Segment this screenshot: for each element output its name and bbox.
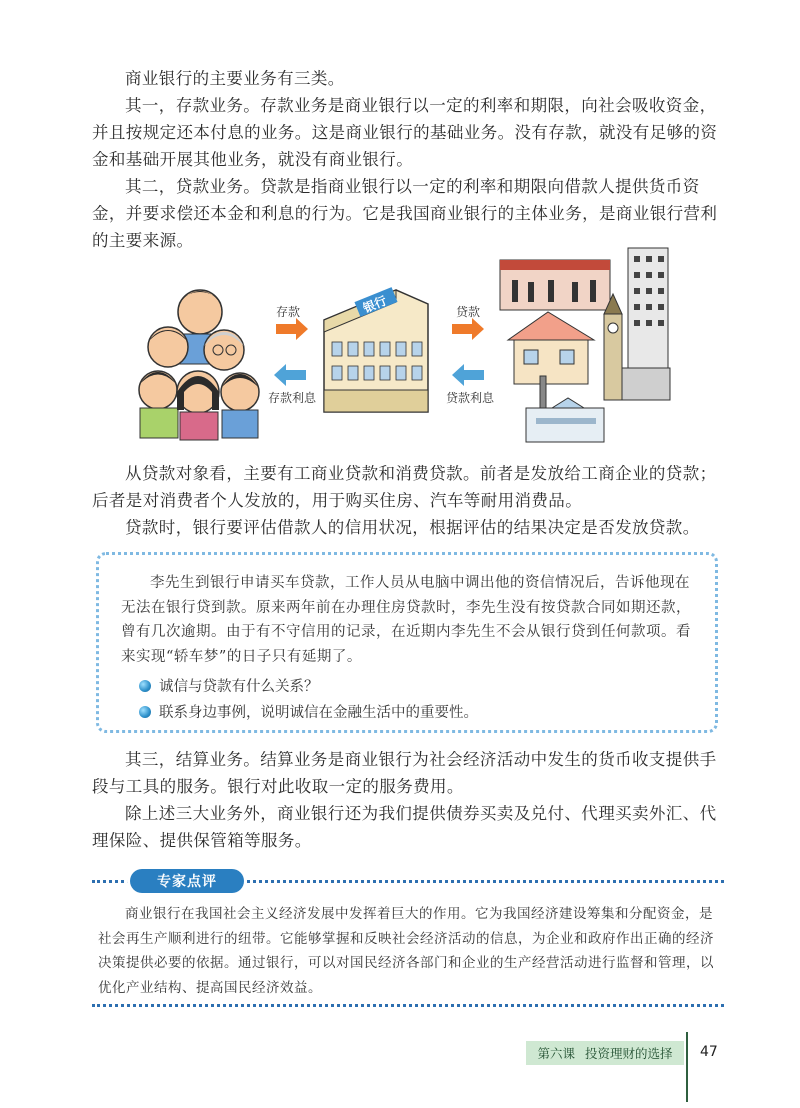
page-number: 47 [700,1044,718,1060]
expert-comment-tag: 专家点评 [130,869,244,893]
loan-label: 贷款 [456,305,481,319]
expert-divider-bottom [92,1004,724,1007]
expert-comment-paragraph: 商业银行在我国社会主义经济发展中发挥着巨大的作用。它为我国经济建设筹集和分配资金，是社会再生产顺利进行的纽带。它能够掌握和反映社会经济活动的信息，为企业和政府作出正确的经济决策提供必要的依据。通过银行，可以对国民经济各部门和企业的生产经营活动进行监督和管理，以优化产业结构、提高国民经济效益。 [98,906,714,996]
expert-comment-text [98,902,724,1000]
question-item [139,675,319,696]
question-text: 诚信与贷款有什么关系？ [159,679,319,695]
lesson-number: 第六课 [537,1046,575,1061]
case-study-paragraph: 李先生到银行申请买车贷款，工作人员从电脑中调出他的资信情况后，告诉他现在无法在银行贷到款。原来两年前在办理住房贷款时，李先生没有按贷款合同如期还款，曾有几次逾期。由于有不守信用的记录，在近期内李先生不会从银行贷到任何款项。看来实现“轿车梦”的日子只有延期了。 [121,575,691,665]
credit-evaluation-paragraph: 贷款时，银行要评估借款人的信用状况，根据评估的结果决定是否发放贷款。 [125,518,700,537]
intro-section [92,65,724,254]
deposit-label: 存款 [276,305,301,319]
case-study-text [121,571,697,669]
bank-business-illustration [128,242,688,452]
loan-types-section [92,460,724,541]
lesson-title: 投资理财的选择 [585,1046,673,1061]
businesses-cluster [500,248,670,442]
settlement-section [92,746,724,854]
loan-interest-label: 贷款利息 [446,391,495,405]
chapter-footer [526,1041,684,1065]
case-study-box [96,552,718,733]
question-text: 联系身边事例，说明诚信在金融生活中的重要性。 [159,705,478,721]
other-services-paragraph: 除上述三大业务外，商业银行还为我们提供债券买卖及兑付、代理买卖外汇、代理保险、提供保管箱等服务。 [92,804,717,850]
footer-rule [686,1032,688,1102]
question-item [139,701,478,722]
loan-paragraph: 其二，贷款业务。贷款是指商业银行以一定的利率和期限向借款人提供货币资金，并要求偿还本金和利息的行为。它是我国商业银行的主体业务，是商业银行营利的主要来源。 [92,177,718,250]
deposit-interest-label: 存款利息 [268,391,317,405]
loan-types-paragraph: 从贷款对象看，主要有工商业贷款和消费贷款。前者是发放给工商企业的贷款；后者是对消费者个人发放的，用于购买住房、汽车等耐用消费品。 [92,464,717,510]
deposit-arrow [276,318,308,340]
deposit-paragraph: 其一，存款业务。存款业务是商业银行以一定的利率和期限，向社会吸收资金，并且按规定还本付息的业务。这是商业银行的基础业务。没有存款，就没有足够的资金和基础开展其他业务，就没有商业银行。 [92,96,718,169]
loan-interest-arrow [452,364,484,386]
bank-sign: 银行 [361,293,389,316]
blue-bullet-icon [139,680,151,692]
loan-arrow [452,318,484,340]
settlement-paragraph: 其三，结算业务。结算业务是商业银行为社会经济活动中发生的货币收支提供手段与工具的服务。银行对此收取一定的服务费用。 [92,750,717,796]
intro-paragraph: 商业银行的主要业务有三类。 [125,69,345,88]
blue-bullet-icon [139,706,151,718]
deposit-interest-arrow [274,364,306,386]
bank-building [324,287,428,412]
family-group [139,290,259,440]
